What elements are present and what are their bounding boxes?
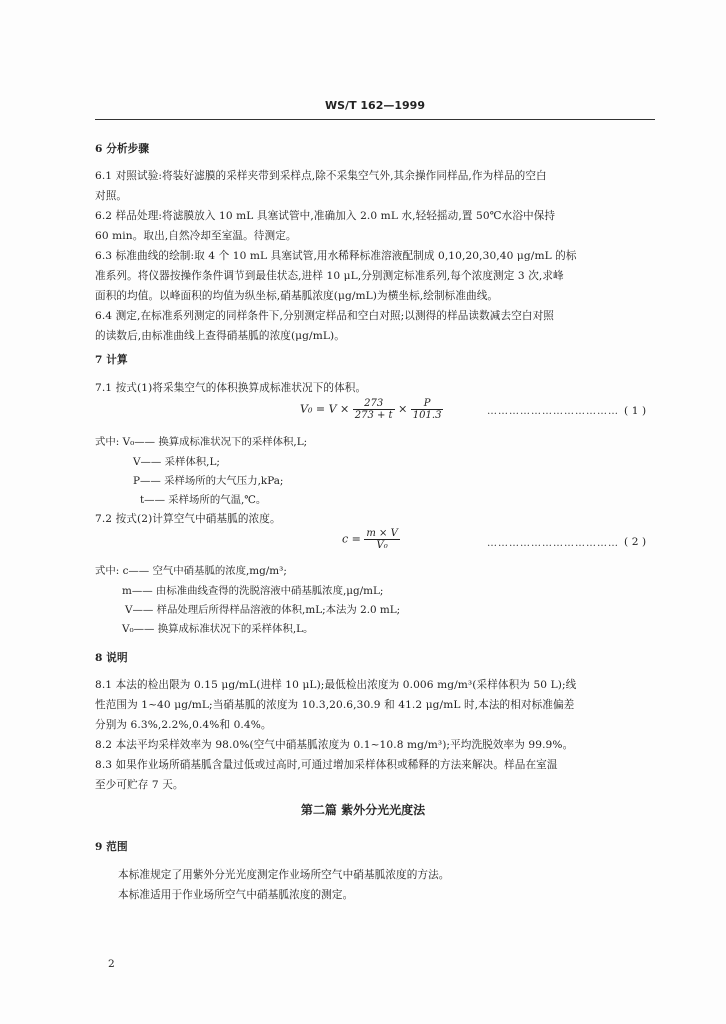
para-6-1-line1: 6.1 对照试验:将装好滤膜的采样夹带到采样点,除不采集空气外,其余操作同样品,作为样品的空白 [95, 170, 547, 182]
para-6-3-line3: 面积的均值。以峰面积的均值为纵坐标,硝基胍浓度(μg/mL)为横坐标,绘制标准曲线。 [95, 290, 499, 302]
section-9-title: 9 范围 [95, 841, 128, 853]
para-8-3-line1: 8.3 如果作业场所硝基胍含量过低或过高时,可通过增加采样体积或稀释的方法来解决。样品在室温 [95, 759, 558, 771]
eq1-leader-dots: ……………………………… [487, 406, 619, 417]
para-8-1-line1: 8.1 本法的检出限为 0.15 μg/mL(进样 10 μL);最低检出浓度为 0.006 mg/m³(采样体积为 50 L);线 [95, 679, 577, 691]
standard-code-header: WS/T 162—1999 [325, 99, 425, 112]
para-9-line1: 本标准规定了用紫外分光光度测定作业场所空气中硝基胍浓度的方法。 [118, 869, 450, 881]
legend1-line1: 式中: V₀—— 换算成标准状况下的采样体积,L; [95, 436, 308, 448]
equation-1 [300, 398, 443, 421]
eq2-leader-dots: ……………………………… [487, 538, 619, 549]
eq1-fraction-pressure [411, 398, 444, 421]
para-6-2-line1: 6.2 样品处理:将滤膜放入 10 mL 具塞试管中,准确加入 2.0 mL 水,轻轻摇动,置 50℃水浴中保持 [95, 210, 556, 222]
para-6-4-line1: 6.4 测定,在标准系列测定的同样条件下,分别测定样品和空白对照;以测得的样品读数减去空白对照 [95, 310, 554, 322]
para-8-1-line2: 性范围为 1~40 μg/mL;当硝基胍的浓度为 10.3,20.6,30.9 和 41.2 μg/mL 时,本法的相对标准偏差 [95, 699, 575, 711]
legend1-line2: V—— 采样体积,L; [133, 456, 220, 468]
eq2-numerator: m × V [366, 528, 398, 539]
eq2-lhs: c = [342, 532, 361, 546]
legend1-line3: P—— 采样场所的大气压力,kPa; [133, 475, 284, 487]
para-6-4-line2: 的读数后,由标准曲线上查得硝基胍的浓度(μg/mL)。 [95, 330, 345, 342]
eq1-frac2-numerator: P [411, 398, 444, 410]
part-2-title: 第二篇 紫外分光光度法 [300, 803, 426, 817]
eq1-fraction-temp [353, 398, 395, 421]
legend2-line4: V₀—— 换算成标准状况下的采样体积,L。 [122, 623, 314, 635]
para-8-2: 8.2 本法平均采样效率为 98.0%(空气中硝基胍浓度为 0.1~10.8 mg/m³);平均洗脱效率为 99.9%。 [95, 739, 574, 751]
para-6-3-line2: 准系列。将仪器按操作条件调节到最佳状态,进样 10 μL,分别测定标准系列,每个浓度测定 3 次,求峰 [95, 270, 564, 282]
legend2-line1: 式中: c—— 空气中硝基胍的浓度,mg/m³; [95, 565, 287, 577]
section-6-title: 6 分析步骤 [95, 143, 150, 155]
eq1-times: × [398, 402, 408, 416]
para-8-1-line3: 分别为 6.3%,2.2%,0.4%和 0.4%。 [95, 719, 272, 731]
legend2-line2: m—— 由标准曲线查得的洗脱溶液中硝基胍浓度,μg/mL; [122, 585, 384, 597]
para-8-3-line2: 至少可贮存 7 天。 [95, 779, 184, 791]
para-6-1-line2: 对照。 [95, 190, 128, 202]
section-8-title: 8 说明 [95, 652, 128, 664]
eq1-frac1-denominator: 273 + t [354, 410, 393, 421]
eq1-lhs: V₀ = V × [300, 402, 350, 416]
equation-2 [342, 528, 400, 551]
eq2-number: ( 2 ) [624, 536, 647, 548]
legend2-line3: V—— 样品处理后所得样品溶液的体积,mL;本法为 2.0 mL; [125, 604, 401, 616]
eq2-denominator: V₀ [376, 540, 388, 551]
page-number: 2 [108, 958, 115, 970]
eq2-fraction [364, 528, 399, 551]
para-9-line2: 本标准适用于作业场所空气中硝基胍浓度的测定。 [118, 889, 354, 901]
eq1-frac2-denominator: 101.3 [412, 410, 442, 421]
eq1-number: ( 1 ) [624, 405, 647, 417]
para-6-3-line1: 6.3 标准曲线的绘制:取 4 个 10 mL 具塞试管,用水稀释标准溶液配制成 0,10,20,30,40 μg/mL 的标 [95, 250, 577, 262]
eq1-frac1-numerator: 273 [353, 398, 395, 410]
legend1-line4: t—— 采样场所的气温,℃。 [140, 494, 267, 506]
para-6-2-line2: 60 min。取出,自然冷却至室温。待测定。 [95, 230, 297, 242]
section-7-title: 7 计算 [95, 354, 128, 366]
header-rule [95, 119, 655, 120]
para-7-2: 7.2 按式(2)计算空气中硝基胍的浓度。 [95, 513, 281, 525]
para-7-1: 7.1 按式(1)将采集空气的体积换算成标准状况下的体积。 [95, 382, 367, 394]
